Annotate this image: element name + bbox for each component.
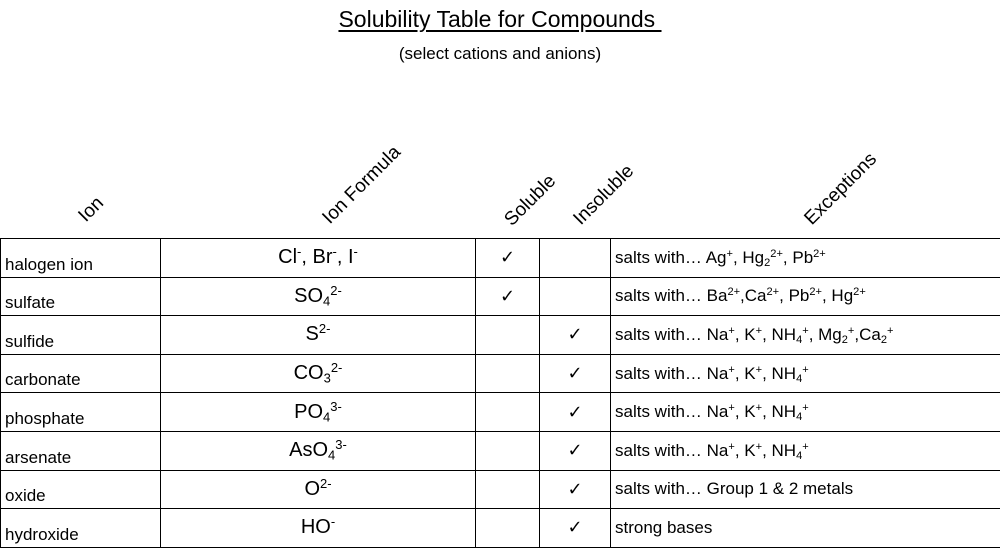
header-ion: Ion (74, 193, 108, 227)
insoluble-check-cell: ✓ (540, 316, 611, 355)
ion-name-cell: arsenate (1, 431, 161, 470)
soluble-check-cell (476, 354, 540, 393)
exceptions-cell: salts with… Na+, K+, $NH_4^+$, $Mg_2^+,Ca_2^+$ (611, 316, 1000, 355)
ion-name-cell: phosphate (1, 393, 161, 432)
ion-name-cell: hydroxide (1, 509, 161, 548)
header-ion-formula: Ion Formula (318, 142, 405, 229)
insoluble-check-cell: ✓ (540, 509, 611, 548)
table-row (1, 354, 1000, 393)
ion-name-cell: sulfate (1, 277, 161, 316)
exceptions-cell: salts with… Group 1 & 2 metals (611, 470, 1000, 509)
header-soluble: Soluble (500, 171, 560, 231)
table-row (1, 393, 1000, 432)
ion-formula-cell: AsO$_4^{3-}$ (161, 431, 476, 470)
ion-name-cell: sulfide (1, 316, 161, 355)
exceptions-cell: strong bases (611, 509, 1000, 548)
table-row (1, 470, 1000, 509)
table-row (1, 509, 1000, 548)
soluble-check-cell: ✓ (476, 239, 540, 278)
exceptions-cell: salts with… Na+, K+, $NH_4^+$ (611, 393, 1000, 432)
exceptions-cell: salts with… Na+, K+, $NH_4^+$ (611, 431, 1000, 470)
soluble-check-cell (476, 509, 540, 548)
soluble-check-cell (476, 316, 540, 355)
table-row (1, 239, 1000, 278)
exceptions-cell: salts with… Na+, K+, $NH_4^+$ (611, 354, 1000, 393)
ion-name-cell: carbonate (1, 354, 161, 393)
insoluble-check-cell (540, 277, 611, 316)
ion-formula-cell: $CO_3^{2-}$ (161, 354, 476, 393)
exceptions-cell: salts with… $Ba^{2+},Ca^{2+}$, $Pb^{2+}$, $Hg^{2+}$ (611, 277, 1000, 316)
ion-formula-cell: HO- (161, 509, 476, 548)
soluble-check-cell (476, 393, 540, 432)
soluble-check-cell (476, 431, 540, 470)
ion-formula-cell: $SO_4^{2-}$ (161, 277, 476, 316)
page-title: Solubility Table for Compounds (0, 6, 1000, 33)
header-exceptions: Exceptions (800, 149, 881, 230)
header-insoluble: Insoluble (569, 161, 638, 230)
soluble-check-cell (476, 470, 540, 509)
table-row (1, 431, 1000, 470)
table-row (1, 316, 1000, 355)
insoluble-check-cell: ✓ (540, 354, 611, 393)
table-row (1, 277, 1000, 316)
insoluble-check-cell: ✓ (540, 393, 611, 432)
solubility-table (0, 238, 1000, 548)
insoluble-check-cell (540, 239, 611, 278)
ion-formula-cell: $S^{2-}$ (161, 316, 476, 355)
ion-name-cell: halogen ion (1, 239, 161, 278)
ion-name-cell: oxide (1, 470, 161, 509)
exceptions-cell: salts with… Ag+, $Hg_2^{2+}$, $Pb^{2+}$ (611, 239, 1000, 278)
page-subtitle: (select cations and anions) (0, 44, 1000, 64)
insoluble-check-cell: ✓ (540, 431, 611, 470)
soluble-check-cell: ✓ (476, 277, 540, 316)
ion-formula-cell: Cl-, Br-, I- (161, 239, 476, 278)
insoluble-check-cell: ✓ (540, 470, 611, 509)
ion-formula-cell: $PO_4^{3-}$ (161, 393, 476, 432)
ion-formula-cell: $O^{2-}$ (161, 470, 476, 509)
